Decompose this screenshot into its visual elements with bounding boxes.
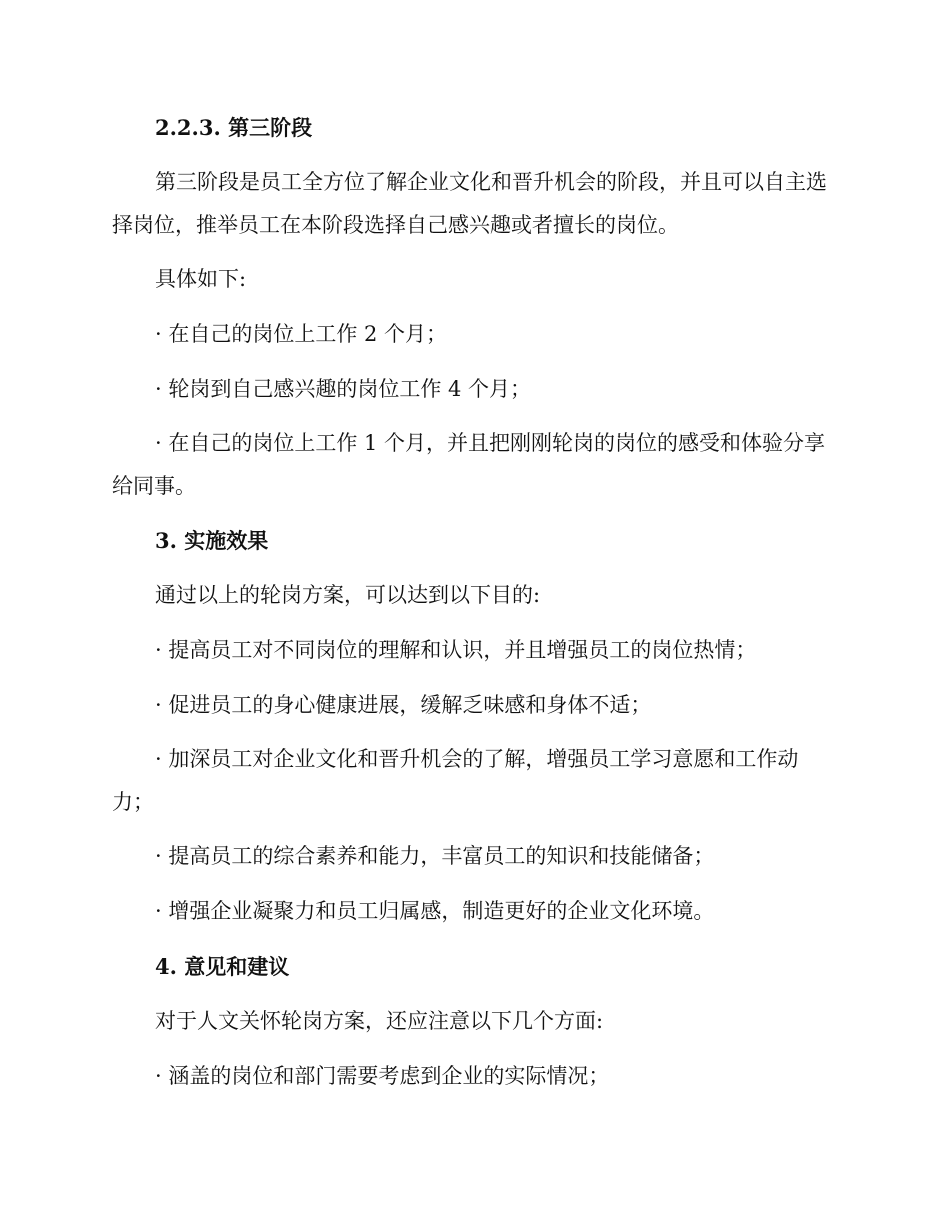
section-2-2-3-intro-paragraph: 第三阶段是员工全方位了解企业文化和晋升机会的阶段，并且可以自主选择岗位，推举员工在本阶段选择自己感兴趣或者擅长的岗位。: [112, 170, 827, 237]
section-4-intro-paragraph: 对于人文关怀轮岗方案，还应注意以下几个方面:: [155, 1009, 604, 1033]
section-2-2-3-bullet-2: · 轮岗到自己感兴趣的岗位工作 4 个月；: [155, 377, 532, 401]
section-3-bullet-5: · 增强企业凝聚力和员工归属感，制造更好的企业文化环境。: [155, 899, 715, 923]
section-2-2-3-bullet-1: · 在自己的岗位上工作 2 个月；: [155, 322, 448, 346]
section-2-2-3-bullet-3: · 在自己的岗位上工作 1 个月，并且把刚刚轮岗的岗位的感受和体验分享给同事。: [112, 431, 826, 498]
section-heading-4: 4. 意见和建议: [155, 954, 290, 979]
section-3-bullet-3: · 加深员工对企业文化和晋升机会的了解，增强员工学习意愿和工作动力；: [112, 747, 799, 814]
section-3-bullet-4: · 提高员工的综合素养和能力，丰富员工的知识和技能储备；: [155, 844, 715, 868]
section-heading-3: 3. 实施效果: [155, 528, 269, 553]
section-4-bullet-1: · 涵盖的岗位和部门需要考虑到企业的实际情况；: [155, 1064, 610, 1088]
section-3-bullet-2: · 促进员工的身心健康进展，缓解乏味感和身体不适；: [155, 693, 652, 717]
section-3-bullet-1: · 提高员工对不同岗位的理解和认识，并且增强员工的岗位热情；: [155, 638, 757, 662]
section-heading-2-2-3: 2.2.3. 第三阶段: [155, 115, 313, 140]
section-3-intro-paragraph: 通过以上的轮岗方案，可以达到以下目的:: [155, 583, 541, 607]
section-2-2-3-details-label: 具体如下:: [155, 267, 247, 291]
